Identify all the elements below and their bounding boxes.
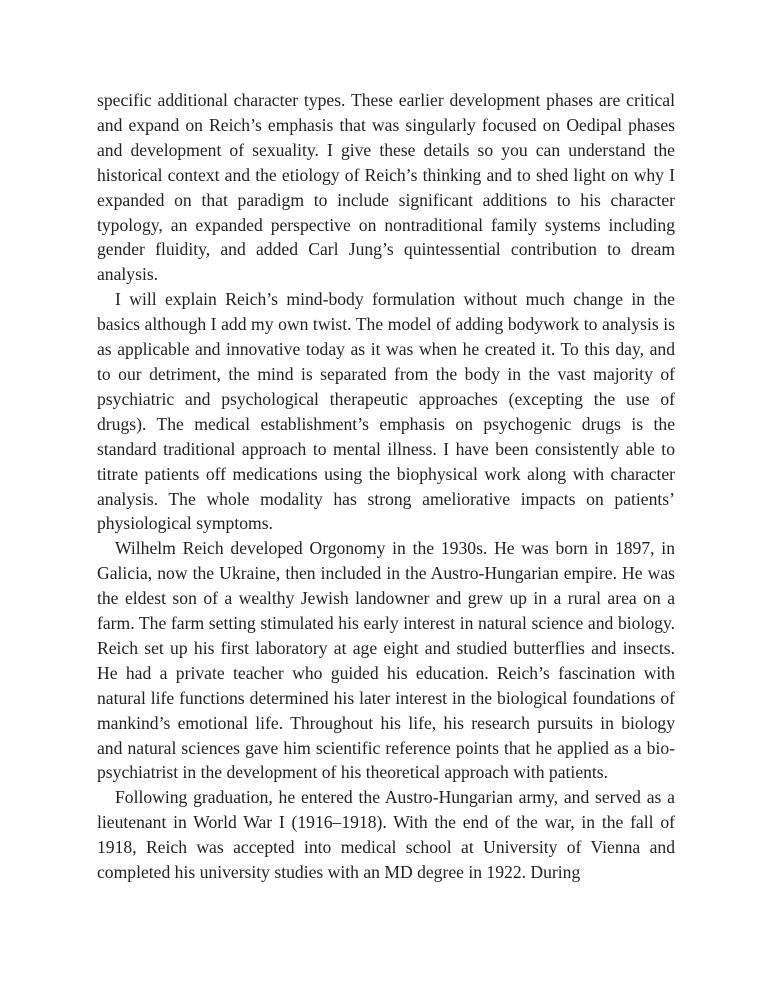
paragraph-continued: specific additional character types. These earlier development phases are critical and expand on Reich’s emphasis that was singularly focused on Oedipal phases and development of sexuality. I give these details so you can understand the historical context and the etiology of Reich’s thinking and to shed light on why I expanded on that paradigm to include significant additions to his character typology, an expanded perspective on nontraditional family systems including gender fluidity, and added Carl Jung’s quintessential contribution to dream analysis. [97,90,675,285]
book-page [97,88,675,885]
paragraph-orgonomy-biography: Wilhelm Reich developed Orgonomy in the 1930s. He was born in 1897, in Galicia, now the Ukraine, then included in the Austro-Hungarian empire. He was the eldest son of a wealthy Jewish landowner and grew up in a rural area on a farm. The farm setting stimulated his early interest in natural science and biology. Reich set up his first laboratory at age eight and studied butterflies and insects. He had a private teacher who guided his education. Reich’s fascination with natural life functions determined his later interest in the biological foundations of mankind’s emotional life. Throughout his life, his research pursuits in biology and natural sciences gave him scientific reference points that he applied as a bio-psychiatrist in the development of his theoretical approach with patients. [97,538,675,783]
paragraph-army-medical-school: Following graduation, he entered the Austro-Hungarian army, and served as a lieutenant in World War I (1916–1918). With the end of the war, in the fall of 1918, Reich was accepted into medical school at University of Vienna and completed his university studies with an MD degree in 1922. During [97,787,675,883]
paragraph-mind-body: I will explain Reich’s mind-body formulation without much change in the basics although I add my own twist. The model of adding bodywork to analysis is as applicable and innovative today as it was when he created it. To this day, and to our detriment, the mind is separated from the body in the vast majority of psychiatric and psychological therapeutic approaches (excepting the use of drugs). The medical establishment’s emphasis on psychogenic drugs is the standard traditional approach to mental illness. I have been consistently able to titrate patients off medications using the biophysical work along with character analysis. The whole modality has strong ameliorative impacts on patients’ physiological symptoms. [97,289,675,534]
